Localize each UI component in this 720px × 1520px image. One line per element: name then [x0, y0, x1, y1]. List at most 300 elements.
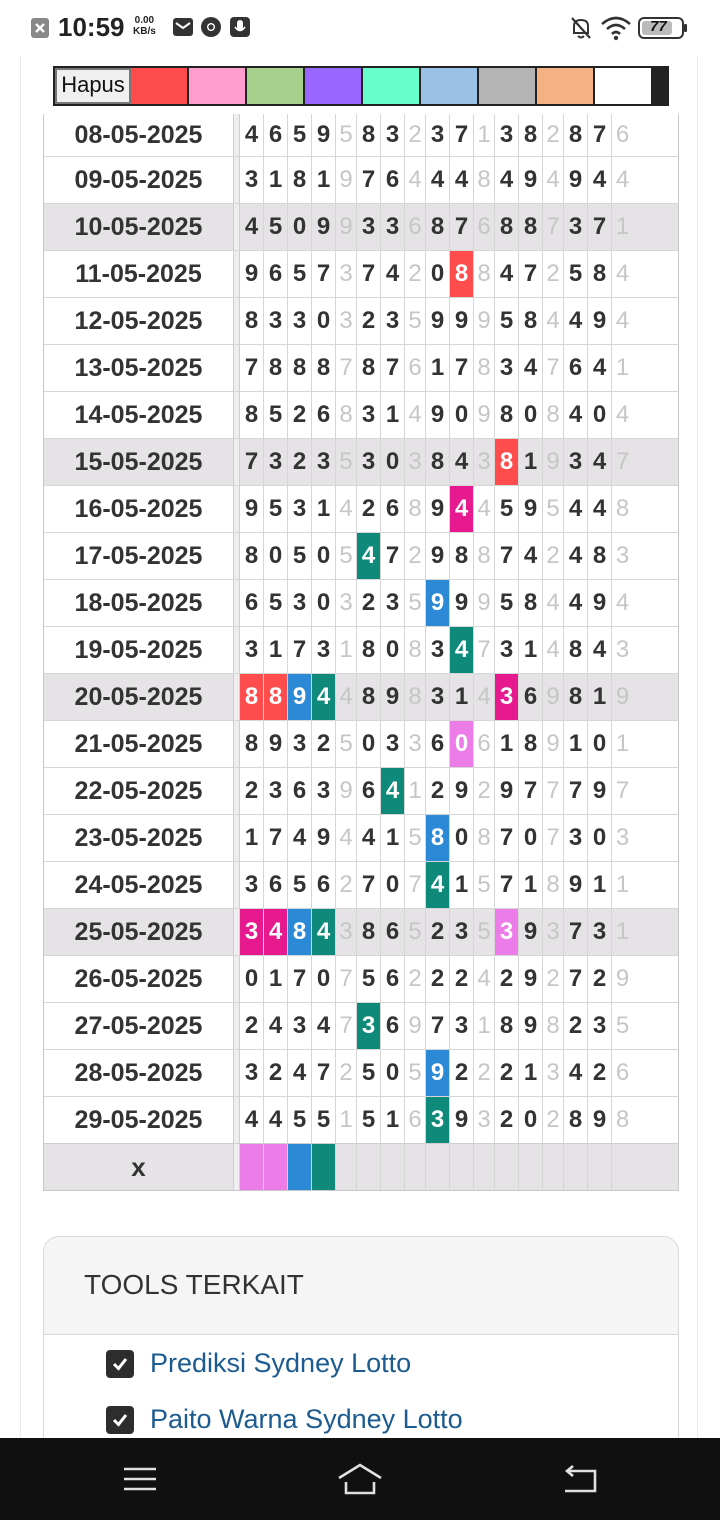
selection-cell[interactable]	[495, 1144, 519, 1190]
digit-cell[interactable]: 8	[564, 627, 588, 673]
selection-cell[interactable]	[381, 1144, 405, 1190]
digit-cell[interactable]: 8	[426, 204, 450, 250]
separator-digit-cell[interactable]: 7	[615, 448, 630, 475]
digit-cell[interactable]: 6	[381, 956, 405, 1002]
digit-cell[interactable]: 1	[495, 721, 519, 767]
digit-cell[interactable]: 8	[564, 674, 588, 720]
digit-cell[interactable]: 8	[357, 114, 381, 156]
separator-digit-cell[interactable]: 8	[474, 345, 495, 391]
digit-cell[interactable]: 9	[450, 298, 474, 344]
separator-digit-cell[interactable]: 4	[543, 580, 564, 626]
digit-cell[interactable]: 7	[588, 204, 612, 250]
digit-cell[interactable]: 5	[312, 1097, 336, 1143]
separator-digit-cell[interactable]: 5	[474, 909, 495, 955]
digit-cell[interactable]: 9	[588, 580, 612, 626]
digit-cell[interactable]: 4	[381, 251, 405, 297]
digit-cell[interactable]: 9	[519, 1003, 543, 1049]
separator-digit-cell[interactable]: 2	[405, 114, 426, 156]
digit-cell[interactable]: 6	[381, 1003, 405, 1049]
digit-cell[interactable]: 8	[564, 1097, 588, 1143]
digit-cell[interactable]: 6	[312, 392, 336, 438]
digit-cell[interactable]: 5	[564, 251, 588, 297]
separator-digit-cell[interactable]: 3	[336, 909, 357, 955]
digit-cell[interactable]: 3	[288, 721, 312, 767]
digit-cell[interactable]: 8	[240, 533, 264, 579]
separator-digit-cell[interactable]: 2	[543, 533, 564, 579]
separator-digit-cell[interactable]: 4	[336, 815, 357, 861]
digit-cell[interactable]: 3	[426, 627, 450, 673]
digit-cell[interactable]: 5	[288, 1097, 312, 1143]
separator-digit-cell[interactable]: 4	[474, 956, 495, 1002]
digit-cell[interactable]: 3	[381, 298, 405, 344]
digit-cell[interactable]: 5	[264, 392, 288, 438]
separator-digit-cell[interactable]: 3	[336, 251, 357, 297]
separator-digit-cell[interactable]: 2	[543, 114, 564, 156]
digit-cell[interactable]: 8	[240, 674, 264, 720]
separator-digit-cell[interactable]: 5	[615, 1012, 630, 1039]
digit-cell[interactable]: 6	[264, 862, 288, 908]
digit-cell[interactable]: 3	[588, 909, 612, 955]
digit-cell[interactable]: 9	[519, 909, 543, 955]
digit-cell[interactable]: 4	[564, 580, 588, 626]
digit-cell[interactable]: 3	[426, 1097, 450, 1143]
digit-cell[interactable]: 3	[450, 909, 474, 955]
digit-cell[interactable]: 9	[426, 298, 450, 344]
digit-cell[interactable]: 3	[426, 114, 450, 156]
digit-cell[interactable]: 3	[288, 580, 312, 626]
digit-cell[interactable]: 8	[519, 204, 543, 250]
digit-cell[interactable]: 6	[240, 580, 264, 626]
digit-cell[interactable]: 2	[495, 956, 519, 1002]
separator-digit-cell[interactable]: 8	[336, 392, 357, 438]
digit-cell[interactable]: 9	[426, 486, 450, 532]
separator-digit-cell[interactable]: 2	[405, 251, 426, 297]
digit-cell[interactable]: 8	[519, 114, 543, 156]
separator-digit-cell[interactable]: 7	[405, 862, 426, 908]
home-button[interactable]	[335, 1456, 385, 1502]
separator-digit-cell[interactable]: 1	[615, 918, 630, 945]
separator-digit-cell[interactable]: 2	[543, 956, 564, 1002]
separator-digit-cell[interactable]: 9	[474, 392, 495, 438]
digit-cell[interactable]: 0	[450, 392, 474, 438]
digit-cell[interactable]: 2	[240, 1003, 264, 1049]
digit-cell[interactable]: 7	[564, 956, 588, 1002]
digit-cell[interactable]: 4	[450, 486, 474, 532]
digit-cell[interactable]: 1	[381, 1097, 405, 1143]
digit-cell[interactable]: 5	[357, 1050, 381, 1096]
digit-cell[interactable]: 6	[357, 768, 381, 814]
digit-cell[interactable]: 8	[264, 345, 288, 391]
separator-digit-cell[interactable]: 1	[474, 114, 495, 156]
digit-cell[interactable]: 2	[312, 721, 336, 767]
digit-cell[interactable]: 8	[450, 533, 474, 579]
digit-cell[interactable]: 5	[288, 114, 312, 156]
separator-digit-cell[interactable]: 3	[615, 824, 630, 851]
digit-cell[interactable]: 8	[357, 674, 381, 720]
digit-cell[interactable]: 3	[240, 627, 264, 673]
digit-cell[interactable]: 1	[240, 815, 264, 861]
color-swatch-5[interactable]	[363, 68, 421, 104]
digit-cell[interactable]: 5	[495, 486, 519, 532]
separator-digit-cell[interactable]: 5	[336, 721, 357, 767]
digit-cell[interactable]: 7	[240, 345, 264, 391]
digit-cell[interactable]: 8	[519, 580, 543, 626]
digit-cell[interactable]: 3	[264, 439, 288, 485]
digit-cell[interactable]: 3	[426, 674, 450, 720]
separator-digit-cell[interactable]: 2	[405, 956, 426, 1002]
digit-cell[interactable]: 7	[357, 862, 381, 908]
separator-digit-cell[interactable]: 7	[336, 345, 357, 391]
separator-digit-cell[interactable]: 6	[615, 1059, 630, 1086]
digit-cell[interactable]: 2	[357, 486, 381, 532]
digit-cell[interactable]: 9	[426, 1050, 450, 1096]
digit-cell[interactable]: 4	[564, 392, 588, 438]
selection-cell[interactable]	[564, 1144, 588, 1190]
separator-digit-cell[interactable]: 5	[405, 909, 426, 955]
digit-cell[interactable]: 7	[312, 1050, 336, 1096]
selection-cell[interactable]	[405, 1144, 426, 1190]
digit-cell[interactable]: 2	[288, 439, 312, 485]
digit-cell[interactable]: 7	[519, 251, 543, 297]
separator-digit-cell[interactable]: 3	[543, 909, 564, 955]
digit-cell[interactable]: 0	[381, 439, 405, 485]
digit-cell[interactable]: 7	[450, 345, 474, 391]
selection-cell[interactable]	[519, 1144, 543, 1190]
separator-digit-cell[interactable]: 4	[615, 166, 630, 193]
digit-cell[interactable]: 8	[240, 721, 264, 767]
digit-cell[interactable]: 9	[426, 392, 450, 438]
digit-cell[interactable]: 3	[357, 204, 381, 250]
separator-digit-cell[interactable]: 3	[474, 1097, 495, 1143]
digit-cell[interactable]: 1	[588, 674, 612, 720]
digit-cell[interactable]: 3	[381, 204, 405, 250]
separator-digit-cell[interactable]: 4	[405, 157, 426, 203]
digit-cell[interactable]: 4	[312, 674, 336, 720]
selection-cell[interactable]	[312, 1144, 336, 1190]
digit-cell[interactable]: 2	[357, 580, 381, 626]
digit-cell[interactable]: 8	[495, 204, 519, 250]
digit-cell[interactable]: 6	[381, 157, 405, 203]
digit-cell[interactable]: 2	[564, 1003, 588, 1049]
digit-cell[interactable]: 0	[312, 580, 336, 626]
separator-digit-cell[interactable]: 2	[543, 251, 564, 297]
color-swatch-8[interactable]	[537, 68, 595, 104]
separator-digit-cell[interactable]: 6	[405, 345, 426, 391]
digit-cell[interactable]: 5	[495, 580, 519, 626]
tool-link-prediksi[interactable]: Prediksi Sydney Lotto	[150, 1348, 412, 1378]
separator-digit-cell[interactable]: 4	[543, 627, 564, 673]
separator-digit-cell[interactable]: 4	[615, 401, 630, 428]
separator-digit-cell[interactable]: 7	[474, 627, 495, 673]
digit-cell[interactable]: 0	[450, 721, 474, 767]
selection-cell[interactable]	[612, 1144, 633, 1190]
digit-cell[interactable]: 4	[240, 114, 264, 156]
digit-cell[interactable]: 9	[450, 1097, 474, 1143]
digit-cell[interactable]: 9	[519, 486, 543, 532]
tool-item-prediksi[interactable]	[106, 1348, 411, 1379]
separator-digit-cell[interactable]: 6	[474, 204, 495, 250]
separator-digit-cell[interactable]: 8	[543, 862, 564, 908]
separator-digit-cell[interactable]: 4	[474, 674, 495, 720]
digit-cell[interactable]: 3	[312, 627, 336, 673]
tool-link-paito-warna[interactable]: Paito Warna Sydney Lotto	[150, 1404, 463, 1434]
separator-digit-cell[interactable]: 9	[543, 721, 564, 767]
digit-cell[interactable]: 2	[495, 1050, 519, 1096]
digit-cell[interactable]: 0	[240, 956, 264, 1002]
separator-digit-cell[interactable]: 2	[474, 768, 495, 814]
digit-cell[interactable]: 1	[519, 627, 543, 673]
digit-cell[interactable]: 0	[381, 627, 405, 673]
digit-cell[interactable]: 8	[519, 721, 543, 767]
digit-cell[interactable]: 8	[588, 533, 612, 579]
digit-cell[interactable]: 7	[357, 157, 381, 203]
separator-digit-cell[interactable]: 8	[474, 815, 495, 861]
digit-cell[interactable]: 3	[564, 439, 588, 485]
separator-digit-cell[interactable]: 4	[474, 486, 495, 532]
digit-cell[interactable]: 4	[264, 1097, 288, 1143]
digit-cell[interactable]: 4	[450, 439, 474, 485]
digit-cell[interactable]: 4	[588, 627, 612, 673]
digit-cell[interactable]: 2	[495, 1097, 519, 1143]
digit-cell[interactable]: 5	[495, 298, 519, 344]
digit-cell[interactable]: 6	[381, 909, 405, 955]
digit-cell[interactable]: 4	[288, 1050, 312, 1096]
separator-digit-cell[interactable]: 3	[543, 1050, 564, 1096]
digit-cell[interactable]: 8	[588, 251, 612, 297]
separator-digit-cell[interactable]: 3	[615, 636, 630, 663]
separator-digit-cell[interactable]: 2	[405, 533, 426, 579]
digit-cell[interactable]: 3	[495, 345, 519, 391]
digit-cell[interactable]: 8	[357, 627, 381, 673]
digit-cell[interactable]: 0	[426, 251, 450, 297]
separator-digit-cell[interactable]: 4	[615, 260, 630, 287]
digit-cell[interactable]: 2	[426, 768, 450, 814]
digit-cell[interactable]: 4	[288, 815, 312, 861]
digit-cell[interactable]: 9	[240, 486, 264, 532]
digit-cell[interactable]: 7	[495, 815, 519, 861]
digit-cell[interactable]: 9	[312, 204, 336, 250]
digit-cell[interactable]: 1	[519, 1050, 543, 1096]
digit-cell[interactable]: 5	[288, 862, 312, 908]
digit-cell[interactable]: 4	[426, 157, 450, 203]
digit-cell[interactable]: 8	[312, 345, 336, 391]
separator-digit-cell[interactable]: 5	[405, 815, 426, 861]
digit-cell[interactable]: 9	[264, 721, 288, 767]
digit-cell[interactable]: 0	[312, 298, 336, 344]
separator-digit-cell[interactable]: 9	[615, 965, 630, 992]
selection-cell[interactable]	[240, 1144, 264, 1190]
digit-cell[interactable]: 5	[357, 956, 381, 1002]
digit-cell[interactable]: 3	[381, 114, 405, 156]
digit-cell[interactable]: 0	[312, 956, 336, 1002]
digit-cell[interactable]: 4	[564, 533, 588, 579]
separator-digit-cell[interactable]: 8	[615, 495, 630, 522]
separator-digit-cell[interactable]: 9	[336, 768, 357, 814]
separator-digit-cell[interactable]: 9	[474, 298, 495, 344]
digit-cell[interactable]: 3	[357, 1003, 381, 1049]
digit-cell[interactable]: 3	[240, 909, 264, 955]
selection-cell[interactable]	[543, 1144, 564, 1190]
separator-digit-cell[interactable]: 7	[615, 777, 630, 804]
digit-cell[interactable]: 0	[519, 815, 543, 861]
digit-cell[interactable]: 7	[381, 345, 405, 391]
digit-cell[interactable]: 1	[450, 674, 474, 720]
separator-digit-cell[interactable]: 9	[615, 683, 630, 710]
separator-digit-cell[interactable]: 1	[336, 1097, 357, 1143]
digit-cell[interactable]: 8	[519, 298, 543, 344]
digit-cell[interactable]: 9	[564, 862, 588, 908]
digit-cell[interactable]: 7	[564, 768, 588, 814]
digit-cell[interactable]: 7	[564, 909, 588, 955]
separator-digit-cell[interactable]: 5	[405, 298, 426, 344]
digit-cell[interactable]: 3	[495, 114, 519, 156]
digit-cell[interactable]: 3	[564, 815, 588, 861]
digit-cell[interactable]: 9	[588, 768, 612, 814]
separator-digit-cell[interactable]: 8	[474, 251, 495, 297]
digit-cell[interactable]: 7	[288, 956, 312, 1002]
color-swatch-3[interactable]	[247, 68, 305, 104]
separator-digit-cell[interactable]: 7	[543, 204, 564, 250]
digit-cell[interactable]: 9	[450, 768, 474, 814]
digit-cell[interactable]: 4	[240, 204, 264, 250]
digit-cell[interactable]: 3	[564, 204, 588, 250]
digit-cell[interactable]: 3	[288, 1003, 312, 1049]
separator-digit-cell[interactable]: 2	[336, 862, 357, 908]
separator-digit-cell[interactable]: 4	[336, 486, 357, 532]
digit-cell[interactable]: 0	[381, 862, 405, 908]
digit-cell[interactable]: 3	[288, 298, 312, 344]
digit-cell[interactable]: 7	[450, 114, 474, 156]
separator-digit-cell[interactable]: 2	[336, 1050, 357, 1096]
color-swatch-7[interactable]	[479, 68, 537, 104]
digit-cell[interactable]: 8	[264, 674, 288, 720]
digit-cell[interactable]: 5	[264, 204, 288, 250]
digit-cell[interactable]: 2	[588, 956, 612, 1002]
digit-cell[interactable]: 3	[588, 1003, 612, 1049]
separator-digit-cell[interactable]: 9	[474, 580, 495, 626]
digit-cell[interactable]: 9	[519, 956, 543, 1002]
digit-cell[interactable]: 2	[240, 768, 264, 814]
digit-cell[interactable]: 8	[288, 909, 312, 955]
digit-cell[interactable]: 4	[519, 345, 543, 391]
digit-cell[interactable]: 2	[288, 392, 312, 438]
digit-cell[interactable]: 1	[381, 815, 405, 861]
digit-cell[interactable]: 9	[564, 157, 588, 203]
separator-digit-cell[interactable]: 9	[543, 439, 564, 485]
separator-digit-cell[interactable]: 8	[474, 533, 495, 579]
digit-cell[interactable]: 6	[564, 345, 588, 391]
digit-cell[interactable]: 2	[264, 1050, 288, 1096]
digit-cell[interactable]: 3	[312, 768, 336, 814]
digit-cell[interactable]: 3	[240, 1050, 264, 1096]
digit-cell[interactable]: 1	[450, 862, 474, 908]
digit-cell[interactable]: 0	[588, 815, 612, 861]
separator-digit-cell[interactable]: 5	[474, 862, 495, 908]
separator-digit-cell[interactable]: 8	[615, 1106, 630, 1133]
digit-cell[interactable]: 6	[519, 674, 543, 720]
digit-cell[interactable]: 4	[264, 1003, 288, 1049]
digit-cell[interactable]: 9	[288, 674, 312, 720]
selection-cell[interactable]	[588, 1144, 612, 1190]
separator-digit-cell[interactable]: 5	[405, 580, 426, 626]
separator-digit-cell[interactable]: 3	[405, 439, 426, 485]
digit-cell[interactable]: 6	[312, 862, 336, 908]
digit-cell[interactable]: 9	[495, 768, 519, 814]
digit-cell[interactable]: 8	[495, 392, 519, 438]
digit-cell[interactable]: 0	[357, 721, 381, 767]
separator-digit-cell[interactable]: 3	[615, 542, 630, 569]
back-button[interactable]	[555, 1456, 605, 1502]
digit-cell[interactable]: 0	[312, 533, 336, 579]
digit-cell[interactable]: 6	[381, 486, 405, 532]
selection-cell[interactable]	[288, 1144, 312, 1190]
separator-digit-cell[interactable]: 5	[405, 1050, 426, 1096]
digit-cell[interactable]: 0	[450, 815, 474, 861]
digit-cell[interactable]: 4	[588, 486, 612, 532]
digit-cell[interactable]: 1	[312, 486, 336, 532]
digit-cell[interactable]: 4	[588, 439, 612, 485]
digit-cell[interactable]: 9	[381, 674, 405, 720]
separator-digit-cell[interactable]: 8	[405, 486, 426, 532]
digit-cell[interactable]: 5	[264, 486, 288, 532]
separator-digit-cell[interactable]: 3	[474, 439, 495, 485]
digit-cell[interactable]: 6	[264, 251, 288, 297]
digit-cell[interactable]: 8	[450, 251, 474, 297]
digit-cell[interactable]: 0	[588, 721, 612, 767]
digit-cell[interactable]: 3	[495, 909, 519, 955]
digit-cell[interactable]: 4	[357, 533, 381, 579]
selection-cell[interactable]	[474, 1144, 495, 1190]
separator-digit-cell[interactable]: 1	[405, 768, 426, 814]
separator-digit-cell[interactable]: 8	[405, 627, 426, 673]
separator-digit-cell[interactable]: 8	[474, 157, 495, 203]
digit-cell[interactable]: 9	[426, 580, 450, 626]
digit-cell[interactable]: 0	[381, 1050, 405, 1096]
digit-cell[interactable]: 2	[450, 956, 474, 1002]
digit-cell[interactable]: 2	[450, 1050, 474, 1096]
separator-digit-cell[interactable]: 8	[405, 674, 426, 720]
digit-cell[interactable]: 1	[312, 157, 336, 203]
digit-cell[interactable]: 1	[519, 862, 543, 908]
separator-digit-cell[interactable]: 4	[336, 674, 357, 720]
digit-cell[interactable]: 8	[426, 815, 450, 861]
digit-cell[interactable]: 1	[381, 392, 405, 438]
digit-cell[interactable]: 4	[357, 815, 381, 861]
digit-cell[interactable]: 3	[357, 392, 381, 438]
separator-digit-cell[interactable]: 9	[543, 674, 564, 720]
separator-digit-cell[interactable]: 1	[336, 627, 357, 673]
digit-cell[interactable]: 1	[264, 157, 288, 203]
digit-cell[interactable]: 3	[240, 862, 264, 908]
separator-digit-cell[interactable]: 9	[336, 204, 357, 250]
digit-cell[interactable]: 2	[426, 909, 450, 955]
digit-cell[interactable]: 3	[495, 627, 519, 673]
digit-cell[interactable]: 3	[240, 157, 264, 203]
digit-cell[interactable]: 8	[495, 1003, 519, 1049]
separator-digit-cell[interactable]: 4	[543, 157, 564, 203]
digit-cell[interactable]: 8	[288, 345, 312, 391]
digit-cell[interactable]: 4	[312, 1003, 336, 1049]
digit-cell[interactable]: 7	[495, 862, 519, 908]
separator-digit-cell[interactable]: 4	[615, 307, 630, 334]
separator-digit-cell[interactable]: 8	[543, 1003, 564, 1049]
digit-cell[interactable]: 8	[426, 439, 450, 485]
digit-cell[interactable]: 4	[588, 345, 612, 391]
separator-digit-cell[interactable]: 3	[336, 298, 357, 344]
digit-cell[interactable]: 6	[288, 768, 312, 814]
digit-cell[interactable]: 3	[450, 1003, 474, 1049]
separator-digit-cell[interactable]: 5	[336, 114, 357, 156]
